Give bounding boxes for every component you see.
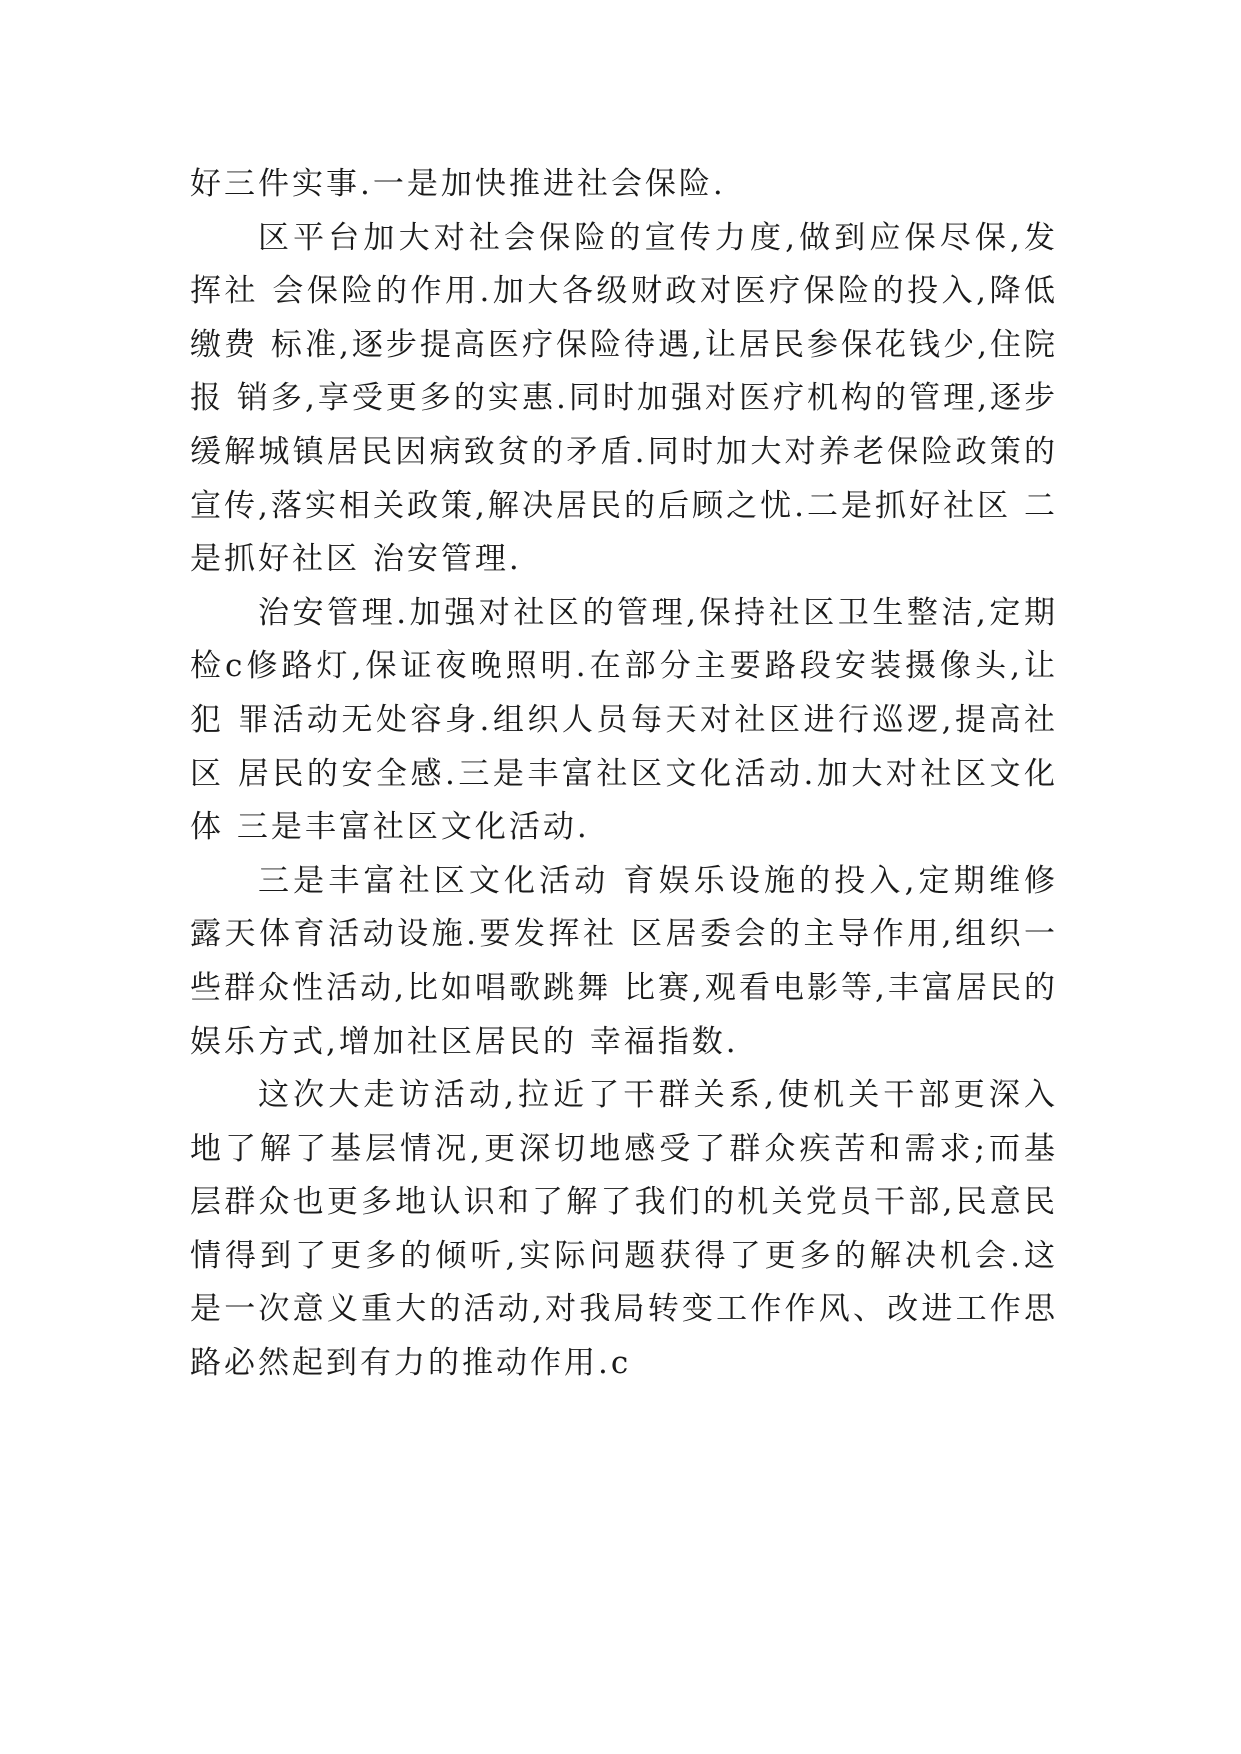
paragraph-2: 区平台加大对社会保险的宣传力度,做到应保尽保,发挥社 会保险的作用.加大各级财政对医疗保险的投入,降低缴费 标准,逐步提高医疗保险待遇,让居民参保花钱少,住院报 销多,享受更多的实惠.同时加强对医疗机构的管理,逐步 缓解城镇居民因病致贫的矛盾.同时加大对养老保险政策的 宣传,落实相关政策,解决居民的后顾之忧.二是抓好社区 二是抓好社区 治安管理. (190, 219, 1058, 578)
document-body (190, 158, 1058, 1391)
paragraph-1: 好三件实事.一是加快推进社会保险. (190, 166, 726, 202)
paragraph-3: 治安管理.加强对社区的管理,保持社区卫生整洁,定期检c修路灯,保证夜晚照明.在部分主要路段安装摄像头,让犯 罪活动无处容身.组织人员每天对社区进行巡逻,提高社区 居民的安全感.三是丰富社区文化活动.加大对社区文化体 三是丰富社区文化活动. (190, 594, 1058, 846)
paragraph-4: 三是丰富社区文化活动 育娱乐设施的投入,定期维修露天体育活动设施.要发挥社 区居委会的主导作用,组织一些群众性活动,比如唱歌跳舞 比赛,观看电影等,丰富居民的娱乐方式,增加社区居民的 幸福指数. (190, 862, 1058, 1060)
paragraph-5: 这次大走访活动,拉近了干群关系,使机关干部更深入地了解了基层情况,更深切地感受了群众疾苦和需求;而基层群众也更多地认识和了解了我们的机关党员干部,民意民情得到了更多的倾听,实际问题获得了更多的解决机会.这是一次意义重大的活动,对我局转变工作作风、改进工作思路必然起到有力的推动作用.c (190, 1077, 1058, 1382)
